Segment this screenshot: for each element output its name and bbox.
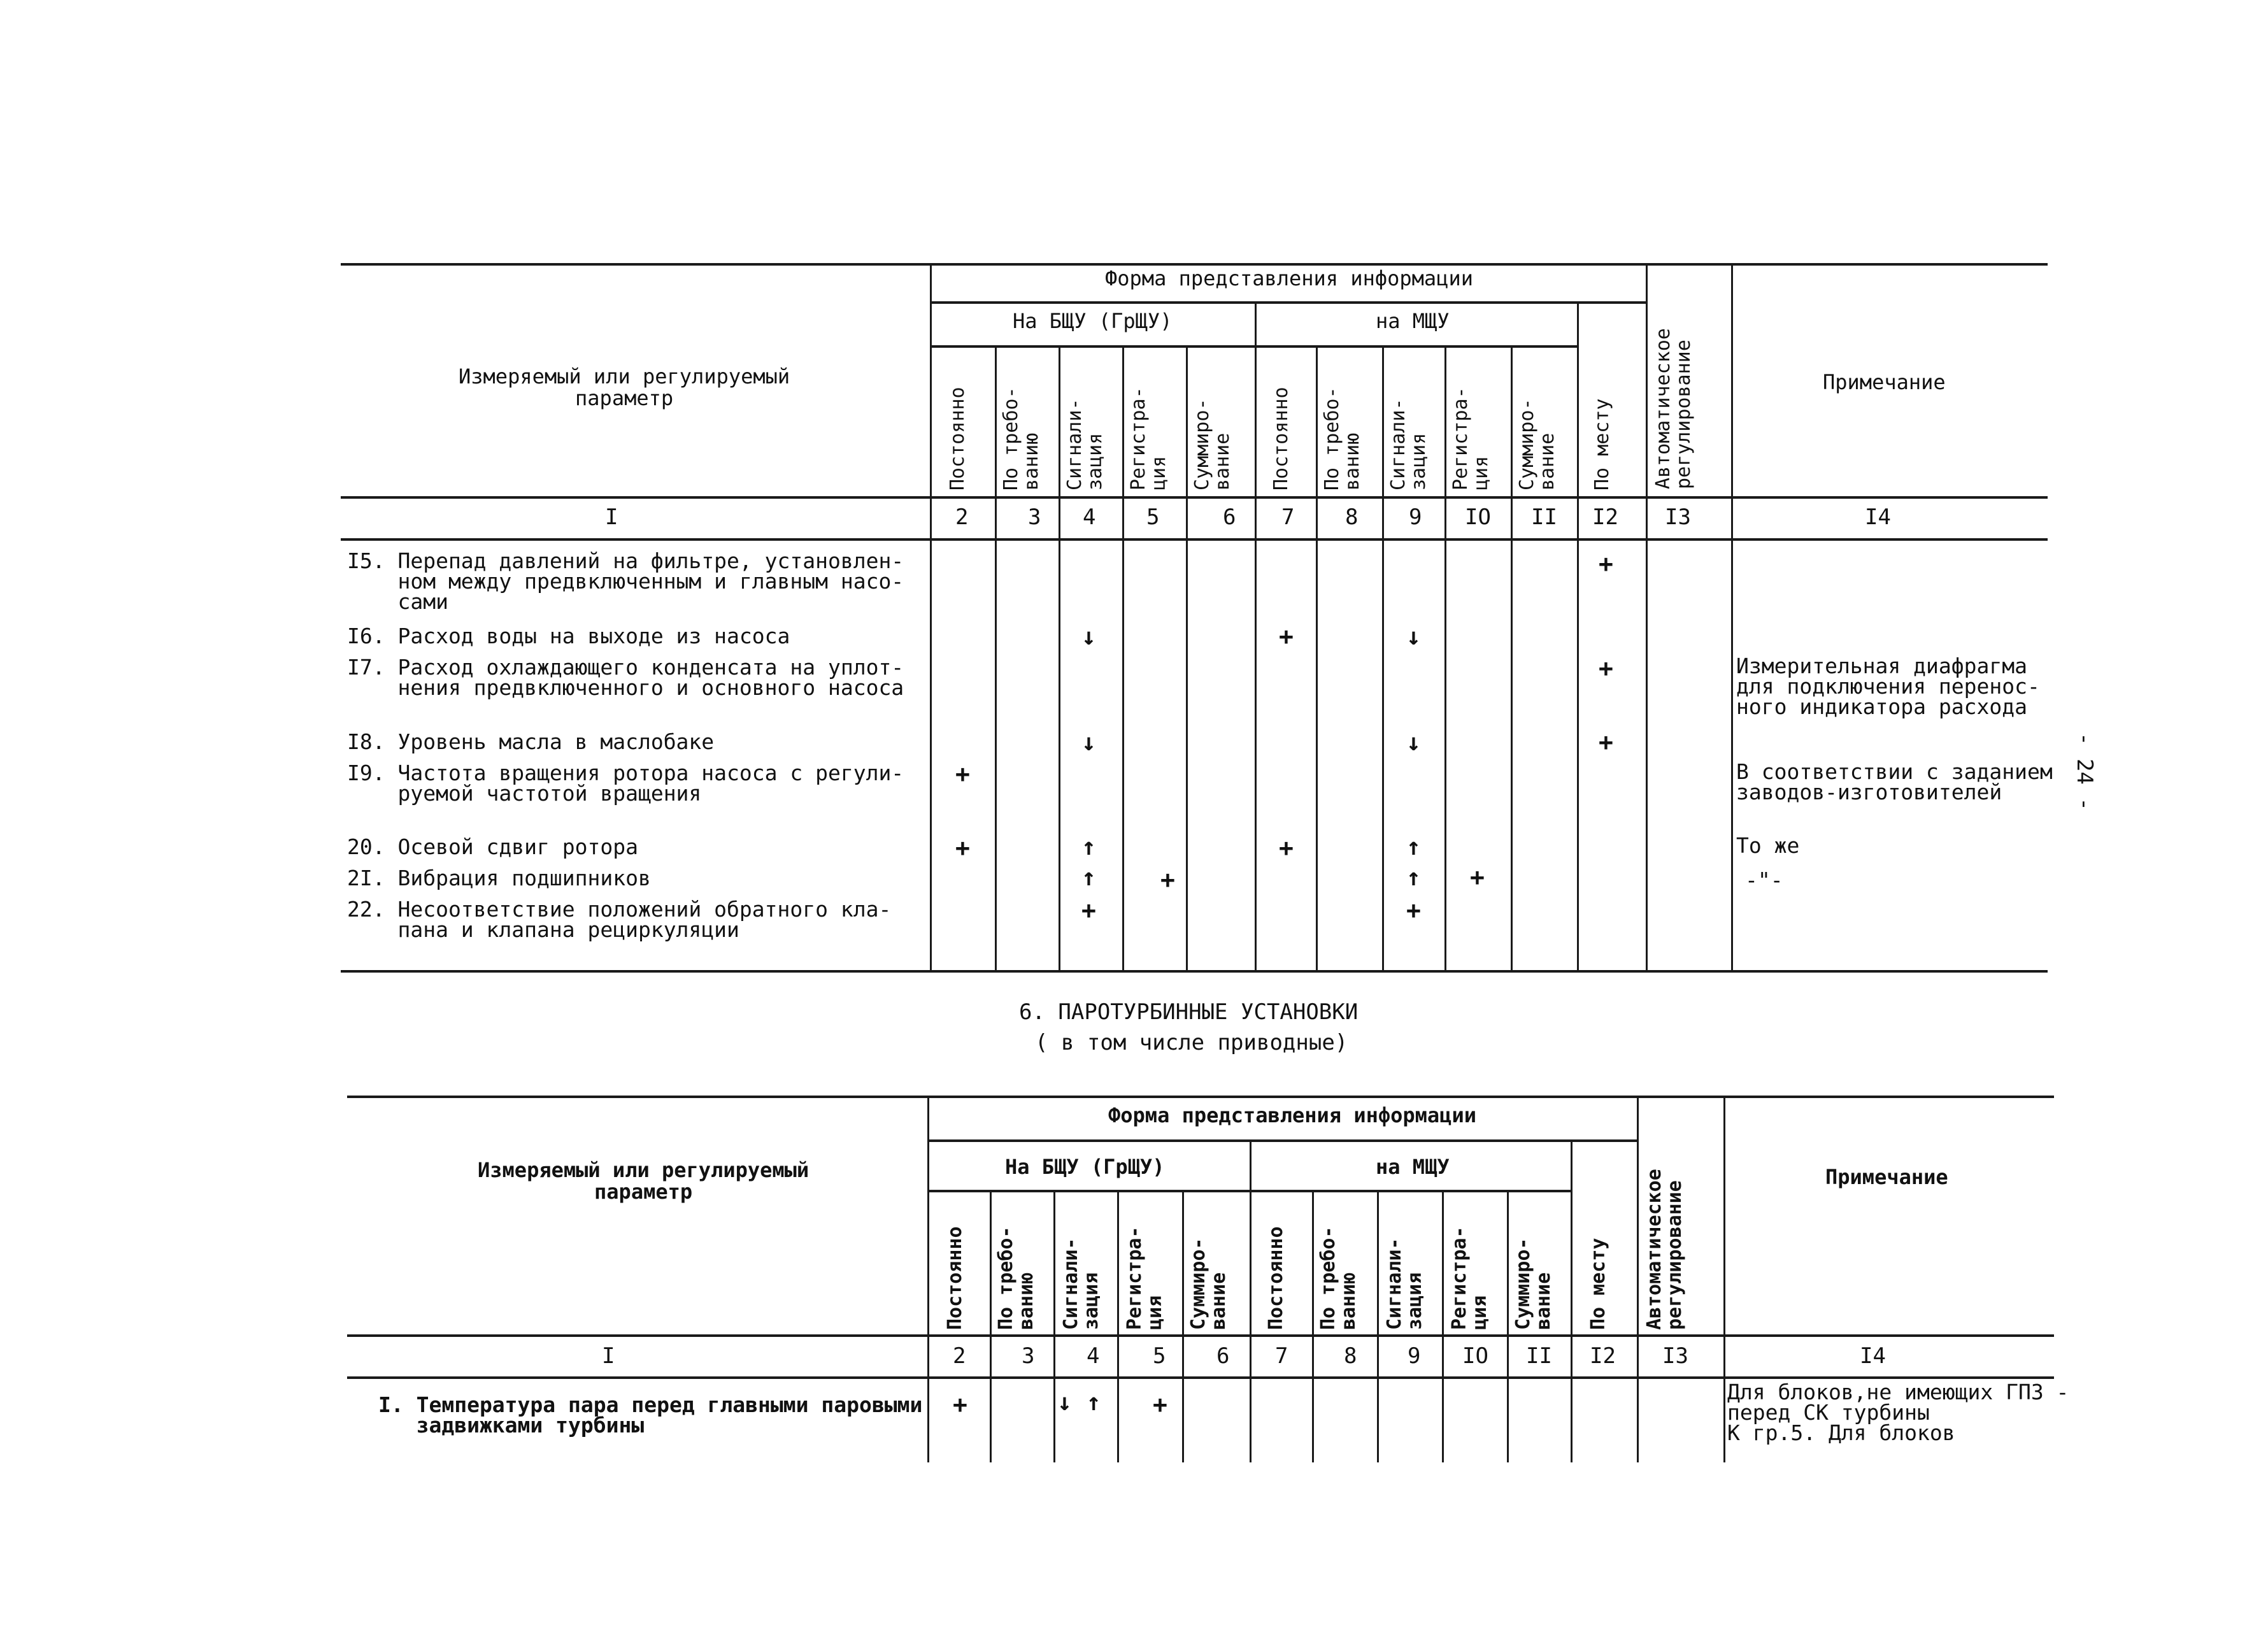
t2-colhead: По требо- ванию bbox=[995, 1226, 1038, 1330]
t2-colhead: Сигнали- зация bbox=[1383, 1238, 1426, 1330]
t2-header-bottom-rule bbox=[347, 1334, 2054, 1337]
t1-mark-r20-c2: + bbox=[955, 834, 970, 862]
t2-col-divider bbox=[990, 1190, 992, 1462]
t1-col-divider bbox=[995, 345, 997, 971]
t1-auto-header: Автоматическое регулирование bbox=[1652, 328, 1695, 489]
t1-col-divider bbox=[1444, 345, 1446, 971]
t1-col-divider bbox=[1059, 345, 1060, 971]
t2-colnum: I3 bbox=[1662, 1343, 1688, 1369]
t1-row-17: I7. Расход охлаждающего конденсата на уплот- нения предвключенного и основного насоса bbox=[347, 655, 904, 700]
t1-mark-r16-c9: ↓ bbox=[1406, 622, 1421, 650]
t2-colhead: Постоянно bbox=[944, 1226, 966, 1330]
section-subtitle: ( в том числе приводные) bbox=[1035, 1030, 1348, 1055]
t1-colnum: 6 bbox=[1223, 504, 1236, 530]
t1-bottom-rule bbox=[341, 970, 2048, 973]
t1-col-divider bbox=[1511, 345, 1513, 971]
t2-colhead: Регистра- ция bbox=[1123, 1226, 1166, 1330]
t1-mark-r18-c4: ↓ bbox=[1081, 728, 1096, 756]
t1-colnum: 7 bbox=[1281, 504, 1295, 530]
t1-mark-r21-c10: + bbox=[1470, 863, 1485, 891]
t1-mark-r15-c12: + bbox=[1599, 550, 1613, 578]
t2-colnum: IO bbox=[1462, 1343, 1488, 1369]
t1-colhead: Сигнали- зация bbox=[1387, 398, 1430, 490]
t1-colnum: 5 bbox=[1146, 504, 1160, 530]
t2-col-divider bbox=[1053, 1190, 1055, 1462]
t1-colhead: По требо- ванию bbox=[1321, 387, 1364, 490]
t1-mark-r16-c4: ↓ bbox=[1081, 622, 1096, 650]
t1-numbers-bottom-rule bbox=[341, 538, 2048, 541]
t2-form-header: Форма представления информации bbox=[1108, 1103, 1476, 1127]
t1-bshu-header: На БЩУ (ГрЩУ) bbox=[1013, 309, 1173, 333]
t2-colnum: 5 bbox=[1153, 1343, 1166, 1369]
t1-note-header: Примечание bbox=[1823, 370, 1946, 394]
t2-colhead: Постоянно bbox=[1265, 1226, 1287, 1330]
t1-colhead: Постоянно bbox=[1270, 387, 1292, 490]
t2-top-rule bbox=[347, 1096, 2054, 1098]
t1-mark-r17-c12: + bbox=[1599, 654, 1613, 682]
t1-row-20: 20. Осевой сдвиг ротора bbox=[347, 834, 638, 859]
t2-colhead: Регистра- ция bbox=[1448, 1226, 1491, 1330]
t2-colnum: I2 bbox=[1590, 1343, 1616, 1369]
t2-col-divider bbox=[1117, 1190, 1119, 1462]
t2-param-header: Измеряемый или регулируемый параметр bbox=[478, 1158, 809, 1204]
t1-mark-r18-c12: + bbox=[1599, 728, 1613, 756]
t1-mshu-header: на МЩУ bbox=[1376, 309, 1450, 333]
t2-note-header: Примечание bbox=[1825, 1165, 1948, 1189]
t2-colnum: 3 bbox=[1022, 1343, 1035, 1369]
t1-colnum: 9 bbox=[1409, 504, 1422, 530]
t1-colhead: Суммиро- вание bbox=[1191, 398, 1234, 490]
t2-colnum: 4 bbox=[1087, 1343, 1100, 1369]
t1-row-21: 2I. Вибрация подшипников bbox=[347, 866, 651, 890]
t1-col-divider bbox=[1731, 263, 1733, 971]
t1-col-divider bbox=[1382, 345, 1384, 971]
t1-colnum: I bbox=[605, 504, 618, 530]
t1-top-rule bbox=[341, 263, 2048, 266]
t1-mark-r21-c9: ↑ bbox=[1406, 863, 1421, 891]
t2-colnum: 2 bbox=[953, 1343, 966, 1369]
t1-row-15: I5. Перепад давлений на фильтре, установлен- ном между предвключенным и главным насо- сами bbox=[347, 548, 904, 614]
t1-form-header: Форма представления информации bbox=[1105, 266, 1473, 290]
t1-mark-r20-c4: ↑ bbox=[1081, 832, 1096, 860]
t1-colnum: IO bbox=[1465, 504, 1491, 530]
t2-note: Для блоков,не имеющих ГПЗ - перед СК турбины К гр.5. Для блоков bbox=[1727, 1380, 2069, 1445]
t1-note: Измерительная диафрагма для подключения перенос- ного индикатора расхода bbox=[1736, 653, 2040, 719]
t1-col-divider bbox=[930, 263, 932, 971]
t2-mark-r1-c2: + bbox=[953, 1390, 967, 1418]
t1-mark-r16-c7: + bbox=[1279, 622, 1294, 650]
t2-form-rule bbox=[929, 1139, 1638, 1142]
t1-col-divider bbox=[1646, 263, 1648, 971]
t1-col-divider bbox=[1316, 345, 1318, 971]
t1-col-divider bbox=[1186, 345, 1188, 971]
t1-colnum: II bbox=[1531, 504, 1557, 530]
t1-note: То же bbox=[1736, 833, 1800, 858]
t1-col-divider bbox=[1577, 301, 1579, 971]
t1-header-bottom-rule bbox=[341, 496, 2048, 499]
t2-col-divider bbox=[1723, 1096, 1725, 1462]
t1-param-header: Измеряемый или регулируемый параметр bbox=[459, 364, 790, 410]
t2-auto-header: Автоматическое регулирование bbox=[1643, 1169, 1686, 1330]
t1-mark-r22-c9: + bbox=[1406, 896, 1421, 924]
t1-col-divider bbox=[1255, 301, 1257, 971]
t1-form-rule bbox=[931, 301, 1648, 304]
t2-col-divider bbox=[1312, 1190, 1314, 1462]
t2-col-divider bbox=[1182, 1190, 1184, 1462]
t1-colnum: 4 bbox=[1083, 504, 1096, 530]
t2-colhead: Сигнали- зация bbox=[1060, 1238, 1102, 1330]
t2-mark-r1-c4: ↓ ↑ bbox=[1057, 1388, 1101, 1416]
t2-col-divider bbox=[1637, 1096, 1639, 1462]
t1-colhead: Постоянно bbox=[946, 387, 969, 490]
t2-bshu-header: На БЩУ (ГрЩУ) bbox=[1005, 1155, 1165, 1179]
t1-colhead: По требо- ванию bbox=[1000, 387, 1043, 490]
t2-colnum: I4 bbox=[1860, 1343, 1886, 1369]
section-title: 6. ПАРОТУРБИННЫЕ УСТАНОВКИ bbox=[1019, 999, 1359, 1025]
t2-colhead: По требо- ванию bbox=[1317, 1226, 1360, 1330]
t1-mark-r21-c4: ↑ bbox=[1081, 863, 1096, 891]
t1-mark-r20-c7: + bbox=[1279, 834, 1294, 862]
t1-note: В соответствии с заданием заводов-изготовителей bbox=[1736, 759, 2053, 804]
t1-colhead: Суммиро- вание bbox=[1516, 398, 1558, 490]
t2-mark-r1-c5: + bbox=[1153, 1390, 1167, 1418]
t2-col-divider bbox=[1377, 1190, 1379, 1462]
t1-colnum: 8 bbox=[1345, 504, 1359, 530]
t2-colnum: 9 bbox=[1408, 1343, 1421, 1369]
t2-col-divider bbox=[1250, 1139, 1252, 1462]
t2-mshu-header: на МЩУ bbox=[1376, 1155, 1450, 1179]
t1-colnum: I3 bbox=[1665, 504, 1691, 530]
t1-mark-r21-c5: + bbox=[1160, 866, 1175, 894]
t1-mark-r22-c4: + bbox=[1081, 896, 1096, 924]
t2-col-divider bbox=[1571, 1139, 1573, 1462]
t1-colhead: Регистра- ция bbox=[1127, 387, 1170, 490]
t2-col-divider bbox=[1442, 1190, 1444, 1462]
t1-mark-r20-c9: ↑ bbox=[1406, 832, 1421, 860]
t1-colnum: 3 bbox=[1028, 504, 1041, 530]
t1-note: -"- bbox=[1745, 868, 1783, 892]
t2-colhead: Суммиро- вание bbox=[1512, 1238, 1555, 1330]
t1-row-18: I8. Уровень масла в маслобаке bbox=[347, 729, 715, 754]
t1-row-16: I6. Расход воды на выходе из насоса bbox=[347, 624, 790, 648]
t2-colhead: По месту bbox=[1587, 1238, 1609, 1330]
t1-col-divider bbox=[1122, 345, 1124, 971]
t2-colnum: 7 bbox=[1275, 1343, 1288, 1369]
t2-colnum: II bbox=[1526, 1343, 1552, 1369]
t2-row-1: I. Температура пара перед главными паровыми задвижками турбины bbox=[378, 1392, 923, 1438]
t2-colnum: 6 bbox=[1216, 1343, 1230, 1369]
t1-colnum: 2 bbox=[955, 504, 969, 530]
t2-colnum: I bbox=[602, 1343, 615, 1369]
t2-colhead: Суммиро- вание bbox=[1187, 1238, 1230, 1330]
t2-numbers-bottom-rule bbox=[347, 1376, 2054, 1379]
t1-colhead: Регистра- ция bbox=[1450, 387, 1492, 490]
page-number: - 24 - bbox=[2072, 732, 2097, 811]
t1-row-19: I9. Частота вращения ротора насоса с регули- руемой частотой вращения bbox=[347, 760, 904, 806]
t1-colnum: I4 bbox=[1865, 504, 1891, 530]
t1-colhead: По месту bbox=[1591, 398, 1613, 490]
t1-colnum: I2 bbox=[1592, 504, 1618, 530]
t1-row-22: 22. Несоответствие положений обратного кла- пана и клапана рециркуляции bbox=[347, 897, 892, 942]
t2-col-divider bbox=[927, 1096, 929, 1462]
t2-colnum: 8 bbox=[1344, 1343, 1357, 1369]
t1-mark-r19-c2: + bbox=[955, 760, 970, 788]
t2-col-divider bbox=[1507, 1190, 1509, 1462]
t1-colhead: Сигнали- зация bbox=[1064, 398, 1106, 490]
t1-mark-r18-c9: ↓ bbox=[1406, 728, 1421, 756]
